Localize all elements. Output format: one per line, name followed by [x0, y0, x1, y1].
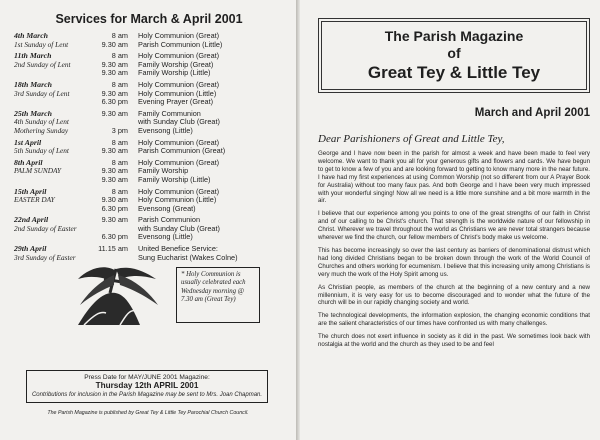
service-name: Family Worship (Little) — [138, 174, 211, 184]
service-date: 4th March — [14, 31, 49, 40]
magazine-title-box — [318, 18, 590, 93]
service-date-block — [14, 159, 94, 185]
service-time: 6.30 pm — [101, 203, 128, 213]
service-occasion: 5th Sunday of Lent — [14, 146, 69, 156]
service-date: 22nd April — [14, 215, 49, 225]
service-date: 29th April — [14, 244, 47, 254]
service-name: with Sunday Club (Great) — [138, 223, 220, 233]
service-time: 8 am — [111, 51, 128, 61]
service-date: 8th April — [14, 157, 43, 167]
service-time: 9.30 am — [101, 166, 128, 176]
service-name: Holy Communion (Little) — [138, 88, 217, 98]
service-time: 9.30 am — [101, 215, 128, 225]
letter-paragraph: This has become increasingly so over the last century as barriers of denominational distrust which had long divided Christians began to be broken down through the work of the World Council of Churches and others working for ecumenism. I believe that this increasing unity among Christians is very much the work of the Holy Spirit among us. — [318, 246, 590, 278]
service-date-block — [14, 216, 94, 242]
service-time — [94, 254, 132, 263]
service-time: 6.30 pm — [101, 97, 128, 107]
service-lines — [94, 32, 282, 49]
service-name: Evensong (Great) — [138, 203, 196, 213]
service-name: Holy Communion (Great) — [138, 157, 220, 167]
service-date: 1st April — [14, 137, 42, 147]
service-entry — [14, 52, 296, 78]
service-occasion: Mothering Sunday — [14, 125, 69, 135]
service-lines — [94, 81, 282, 107]
service-name: Parish Communion (Great) — [138, 146, 226, 156]
service-time: 6.30 pm — [101, 232, 128, 242]
service-time: 9.30 am — [101, 195, 128, 205]
service-time: 8 am — [111, 79, 128, 89]
service-line — [94, 176, 282, 185]
service-name: Holy Communion (Great) — [138, 137, 220, 147]
publisher-footer: The Parish Magazine is published by Great Tey & Little Tey Parochial Church Council. — [47, 410, 249, 416]
service-lines — [94, 216, 282, 242]
service-time: 8 am — [111, 31, 128, 40]
service-time: 8 am — [111, 186, 128, 196]
services-list — [14, 32, 296, 262]
service-date-block — [14, 139, 94, 156]
service-date: 11th March — [14, 51, 52, 61]
service-line — [94, 69, 282, 78]
services-title: Services for March & April 2001 — [55, 12, 243, 26]
press-date: Thursday 12th APRIL 2001 — [95, 381, 199, 391]
service-date-block — [14, 188, 94, 214]
service-time: 9.30 am — [101, 59, 128, 69]
service-occasion: 3rd Sunday of Lent — [14, 88, 70, 98]
service-lines — [94, 52, 282, 78]
service-line — [94, 254, 282, 263]
press-line-1: Press Date for MAY/JUNE 2001 Magazine: — [84, 374, 210, 381]
service-name: Holy Communion (Great) — [138, 79, 220, 89]
service-time: 9.30 am — [101, 39, 128, 49]
service-line — [94, 127, 282, 136]
service-entry — [14, 159, 296, 185]
letter-paragraph: The church does not exert influence in society as it did in the past. We sometimes look back with nostalgia at the world and the church as they used to be and feel — [318, 333, 590, 349]
service-occasion: PALM SUNDAY — [14, 166, 62, 176]
service-entry — [14, 216, 296, 242]
service-occasion: 2nd Sunday of Easter — [14, 223, 77, 233]
letter-paragraph: I believe that our experience among you points to one of the great strengths of our faith in Christ and of our calling to be Christ's church. That strength is the worldwide nature of our fellowship in Christ. Wherever we travel throughout the world as Christians we are never total strangers because wherever we find the church, our fellow members of Christ's body make us welcome. — [318, 210, 590, 242]
service-date-block — [14, 32, 94, 49]
service-lines — [94, 245, 282, 262]
palm-cross-illustration — [70, 265, 166, 325]
service-line — [94, 205, 282, 214]
press-date-box — [26, 370, 268, 403]
service-date-block — [14, 52, 94, 78]
service-time: 9.30 am — [101, 88, 128, 98]
service-name: with Sunday Club (Great) — [138, 117, 220, 127]
press-contributions: Contributions for inclusion in the Parish Magazine may be sent to Mrs. Joan Chapman. — [31, 391, 263, 398]
service-name: Family Worship — [138, 166, 189, 176]
letter-paragraph: George and I have now been in the parish for almost a week and have been made to feel very welcome. We want to thank you all for your generous gifts and flowers and cards. We have begun to get to know a few of you and are looking forward to getting to know many more in the near future. I have had my first experiences at using Common Worship (not so different from our A Prayer Book for Australia) without too many faux pas. And both George and I have been very much impressed with your wonderful singing! Now all we need is a little more sunshine and a bit more warmth in the air. — [318, 150, 590, 205]
service-name: Holy Communion (Little) — [138, 195, 217, 205]
service-time: 9.30 am — [101, 174, 128, 184]
wednesday-communion-note: * Holy Communion is usually celebrated each Wednesday morning @ 7.30 am (Great Tey) — [176, 267, 260, 323]
service-entry — [14, 139, 296, 156]
letter-paragraph: As Christian people, as members of the church at the beginning of a new century and a new millennium, it is very easy for us to become discouraged and to wonder what the future of the church will be in our rapidly changing society and world. — [318, 283, 590, 307]
service-line — [94, 147, 282, 156]
service-date: 15th April — [14, 186, 47, 196]
service-lines — [94, 188, 282, 214]
service-occasion: 4th Sunday of Lent — [14, 117, 69, 127]
service-name: Family Worship (Great) — [138, 59, 214, 69]
service-name: United Benefice Service: — [138, 244, 218, 254]
service-name: Holy Communion (Great) — [138, 186, 220, 196]
service-line — [94, 233, 282, 242]
service-line — [94, 98, 282, 107]
service-name: Evensong (Little) — [138, 125, 193, 135]
service-occasion: 1st Sunday of Lent — [14, 39, 69, 49]
service-name: Parish Communion (Little) — [138, 39, 223, 49]
service-date-block — [14, 245, 94, 262]
letter-paragraph: The technological developments, the information explosion, the changing economic conditions that are the salient characteristics of our times have confronted us with many challenges. — [318, 312, 590, 328]
magazine-title-inner — [321, 21, 587, 90]
service-occasion: EASTER DAY — [14, 195, 55, 205]
service-name: Evensong (Little) — [138, 232, 193, 242]
service-time: 11.15 am — [98, 244, 128, 254]
service-lines — [94, 159, 282, 185]
service-line — [94, 41, 282, 50]
service-time: 8 am — [111, 157, 128, 167]
service-lines — [94, 139, 282, 156]
service-name: Family Communion — [138, 108, 201, 118]
service-name: Holy Communion (Great) — [138, 51, 220, 61]
salutation: Dear Parishioners of Great and Little Tey, — [318, 133, 505, 145]
service-name: Parish Communion — [138, 215, 201, 225]
magazine-title-line-3: Great Tey & Little Tey — [367, 63, 541, 82]
service-entry — [14, 81, 296, 107]
service-time: 8 am — [111, 137, 128, 147]
service-lines — [94, 110, 282, 136]
service-name: Holy Communion (Great) — [138, 31, 220, 40]
service-name: Evening Prayer (Great) — [138, 97, 214, 107]
left-page — [0, 0, 296, 440]
service-date: 25th March — [14, 108, 52, 118]
service-occasion: 2nd Sunday of Lent — [14, 59, 71, 69]
service-entry — [14, 110, 296, 136]
service-time: 9.30 am — [101, 108, 128, 118]
service-occasion: 3rd Sunday of Easter — [14, 252, 76, 262]
service-date: 18th March — [14, 79, 52, 89]
service-date-block — [14, 110, 94, 136]
service-time: 3 pm — [111, 125, 128, 135]
magazine-title-line-2: of — [447, 45, 461, 61]
service-entry — [14, 245, 296, 262]
service-name: Sung Eucharist (Wakes Colne) — [138, 252, 238, 262]
magazine-title-line-1: The Parish Magazine — [384, 28, 524, 44]
service-time: 9.30 am — [101, 146, 128, 156]
service-entry — [14, 188, 296, 214]
issue-date: March and April 2001 — [474, 107, 590, 119]
illustration-area — [14, 265, 294, 327]
letter-body — [318, 150, 590, 349]
service-entry — [14, 32, 296, 49]
service-time: 9.30 am — [101, 68, 128, 78]
right-page — [300, 0, 600, 440]
service-date-block — [14, 81, 94, 107]
service-name: Family Worship (Little) — [138, 68, 211, 78]
